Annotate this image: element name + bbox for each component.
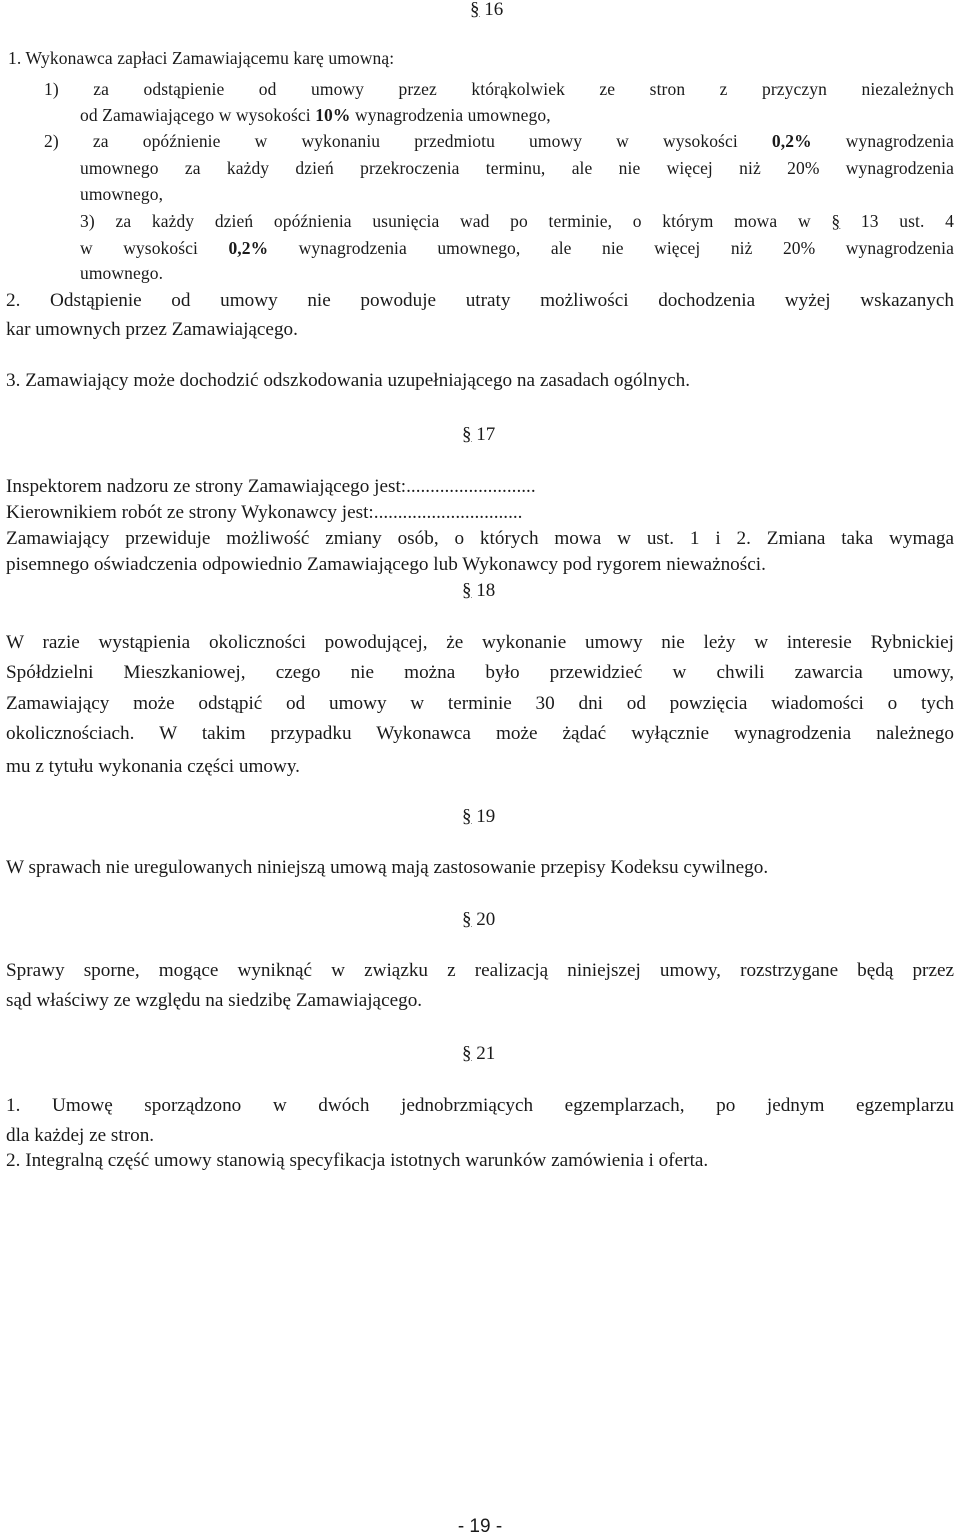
s16-line: 2. Odstąpienie od umowy nie powoduje utraty możliwości dochodzenia wyżej wskazanych	[6, 290, 954, 311]
s17-line: Kierownikiem robót ze strony Wykonawcy jest:...............................	[6, 502, 523, 523]
s16-line: w wysokości 0,2% wynagrodzenia umownego, ale nie więcej niż 20% wynagrodzenia	[80, 238, 954, 258]
section-19-heading	[462, 806, 522, 828]
page-number: - 19 -	[457, 1516, 503, 1537]
s18-line: W razie wystąpienia okoliczności powodującej, że wykonanie umowy nie leży w interesie Rybnickiej	[6, 632, 954, 653]
s16-line: umownego,	[80, 184, 164, 204]
section-number: 19	[476, 806, 496, 827]
section-sign: §	[462, 1043, 472, 1064]
s16-line: 1. Wykonawca zapłaci Zamawiającemu karę umowną:	[8, 48, 395, 68]
s16-line: 1) za odstąpienie od umowy przez którąkolwiek ze stron z przyczyn niezależnych	[44, 79, 954, 99]
s18-line: Spółdzielni Mieszkaniowej, czego nie można było przewidzieć w chwili zawarcia umowy,	[6, 662, 954, 683]
section-number: 20	[476, 909, 496, 930]
s16-line: 3) za każdy dzień opóźnienia usunięcia wad po terminie, o którym mowa w § 13 ust. 4	[80, 211, 954, 231]
s19-line: W sprawach nie uregulowanych niniejszą umową mają zastosowanie przepisy Kodeksu cywilnego.	[6, 857, 769, 878]
section-number: 16	[484, 0, 504, 20]
s16-line: umownego za każdy dzień przekroczenia terminu, ale nie więcej niż 20% wynagrodzenia	[80, 158, 954, 178]
s18-line: Zamawiający może odstąpić od umowy w terminie 30 dni od powzięcia wiadomości o tych	[6, 693, 954, 714]
s16-line: 3. Zamawiający może dochodzić odszkodowania uzupełniającego na zasadach ogólnych.	[6, 370, 691, 391]
s17-line: Zamawiający przewiduje możliwość zmiany osób, o których mowa w ust. 1 i 2. Zmiana taka wymaga	[6, 528, 954, 549]
section-sign: §	[462, 806, 472, 827]
section-sign: §	[470, 0, 480, 20]
s16-line: kar umownych przez Zamawiającego.	[6, 319, 298, 340]
s17-line: Inspektorem nadzoru ze strony Zamawiającego jest:...........................	[6, 476, 536, 497]
s21-line: 1. Umowę sporządzono w dwóch jednobrzmiących egzemplarzach, po jednym egzemplarzu	[6, 1095, 954, 1116]
s16-line: 2) za opóźnienie w wykonaniu przedmiotu umowy w wysokości 0,2% wynagrodzenia	[44, 131, 954, 151]
section-20-heading	[462, 909, 522, 931]
s16-line: umownego.	[80, 263, 164, 283]
section-sign: §	[462, 424, 472, 445]
s21-line: dla każdej ze stron.	[6, 1125, 155, 1146]
section-sign: §	[462, 909, 472, 930]
s18-line: mu z tytułu wykonania części umowy.	[6, 756, 300, 777]
section-number: 17	[476, 424, 496, 445]
s20-line: Sprawy sporne, mogące wyniknąć w związku z realizacją niniejszej umowy, rozstrzygane będą przez	[6, 960, 954, 981]
section-sign: §	[462, 580, 472, 601]
s20-line: sąd właściwy ze względu na siedzibę Zamawiającego.	[6, 990, 423, 1011]
section-number: 21	[476, 1043, 496, 1064]
s16-line: od Zamawiającego w wysokości 10% wynagrodzenia umownego,	[80, 105, 551, 125]
section-17-heading	[462, 424, 522, 446]
section-21-heading	[462, 1043, 522, 1065]
section-18-heading	[462, 580, 522, 602]
section-number: 18	[476, 580, 496, 601]
section-16-heading	[470, 0, 530, 21]
s21-line: 2. Integralną część umowy stanowią specyfikacja istotnych warunków zamówienia i oferta.	[6, 1150, 709, 1171]
s17-line: pisemnego oświadczenia odpowiednio Zamawiającego lub Wykonawcy pod rygorem nieważności.	[6, 554, 766, 575]
s18-line: okolicznościach. W takim przypadku Wykonawca może żądać wyłącznie wynagrodzenia należnego	[6, 723, 954, 744]
